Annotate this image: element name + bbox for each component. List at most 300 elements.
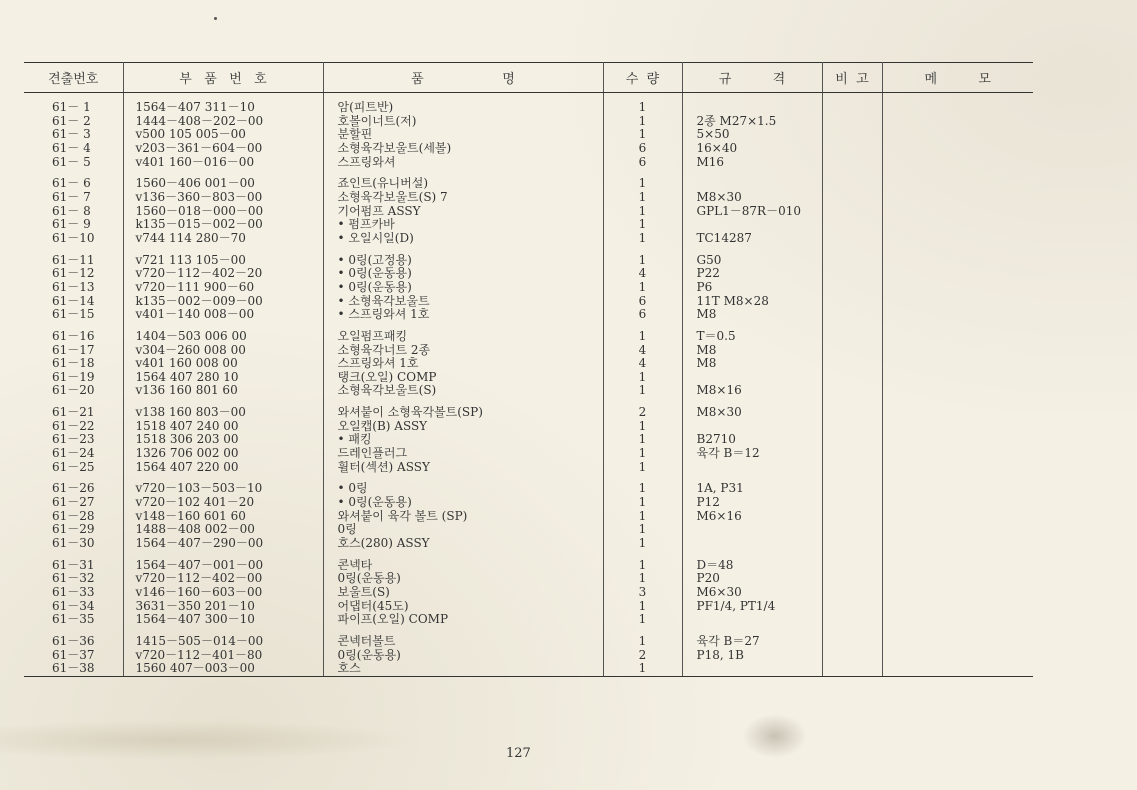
table-row (24, 371, 1033, 385)
remarks-cell (822, 482, 882, 496)
table-row (24, 308, 1033, 322)
spacer-cell (323, 551, 603, 559)
part-name-cell: • 0링 (323, 482, 603, 496)
spacer-cell (822, 474, 882, 482)
memo-cell (882, 232, 1033, 246)
group-spacer (24, 551, 1033, 559)
figure-no-cell: 61－14 (24, 295, 123, 309)
remarks-cell (822, 115, 882, 129)
quantity-cell: 1 (603, 177, 682, 191)
figure-no-cell: 61－17 (24, 344, 123, 358)
table-row (24, 128, 1033, 142)
spacer-cell (682, 322, 822, 330)
part-name-cell: 0링(운동용) (323, 572, 603, 586)
spec-cell: TC14287 (682, 232, 822, 246)
spec-cell: 육각 B＝12 (682, 447, 822, 461)
table-row (24, 649, 1033, 663)
spacer-cell (323, 246, 603, 254)
part-name-cell: 휠터(섹션) ASSY (323, 461, 603, 475)
table-row (24, 496, 1033, 510)
part-name-cell: 보울트(S) (323, 586, 603, 600)
spec-cell: 1A, P31 (682, 482, 822, 496)
remarks-cell (822, 572, 882, 586)
spec-cell: 2종 M27×1.5 (682, 115, 822, 129)
quantity-cell: 1 (603, 600, 682, 614)
figure-no-cell: 61－ 4 (24, 142, 123, 156)
table-row (24, 510, 1033, 524)
table-row (24, 572, 1033, 586)
spec-cell (682, 177, 822, 191)
figure-no-cell: 61－36 (24, 635, 123, 649)
remarks-cell (822, 496, 882, 510)
part-no-cell: 1326 706 002 00 (123, 447, 323, 461)
figure-no-cell: 61－30 (24, 537, 123, 551)
spec-cell (682, 101, 822, 115)
header-quantity: 수 량 (603, 63, 682, 93)
spacer-cell (603, 169, 682, 177)
header-part-name: 품 명 (323, 63, 603, 93)
group-spacer (24, 93, 1033, 102)
part-no-cell: v720－112－402－20 (123, 267, 323, 281)
memo-cell (882, 371, 1033, 385)
part-no-cell: 1560－406 001－00 (123, 177, 323, 191)
memo-cell (882, 191, 1033, 205)
spacer-cell (24, 627, 123, 635)
part-no-cell: v720－112－401－80 (123, 649, 323, 663)
memo-cell (882, 406, 1033, 420)
spacer-cell (882, 551, 1033, 559)
memo-cell (882, 482, 1033, 496)
group-spacer (24, 246, 1033, 254)
part-no-cell: v304－260 008 00 (123, 344, 323, 358)
part-name-cell: • 패킹 (323, 433, 603, 447)
spacer-cell (822, 627, 882, 635)
spacer-cell (882, 322, 1033, 330)
part-name-cell: • 0링(운동용) (323, 496, 603, 510)
remarks-cell (822, 537, 882, 551)
spec-cell (682, 613, 822, 627)
spacer-cell (882, 627, 1033, 635)
quantity-cell: 1 (603, 115, 682, 129)
memo-cell (882, 267, 1033, 281)
part-no-cell: 1415－505－014－00 (123, 635, 323, 649)
remarks-cell (822, 330, 882, 344)
remarks-cell (822, 357, 882, 371)
part-name-cell: • 오일시일(D) (323, 232, 603, 246)
part-name-cell: 0링 (323, 523, 603, 537)
quantity-cell: 1 (603, 572, 682, 586)
table-row (24, 537, 1033, 551)
table-row (24, 447, 1033, 461)
memo-cell (882, 128, 1033, 142)
figure-no-cell: 61－26 (24, 482, 123, 496)
part-name-cell: 소형육각보울트(세볼) (323, 142, 603, 156)
quantity-cell: 6 (603, 156, 682, 170)
part-name-cell: 소형육각보울트(S) (323, 384, 603, 398)
part-name-cell: 호볼이너트(저) (323, 115, 603, 129)
part-no-cell: 1564 407 280 10 (123, 371, 323, 385)
spacer-cell (603, 322, 682, 330)
table-row (24, 461, 1033, 475)
memo-cell (882, 572, 1033, 586)
table-row (24, 295, 1033, 309)
part-name-cell: 소형육각너트 2종 (323, 344, 603, 358)
quantity-cell: 1 (603, 537, 682, 551)
part-no-cell: 1564 407 220 00 (123, 461, 323, 475)
table-row (24, 420, 1033, 434)
figure-no-cell: 61－ 9 (24, 218, 123, 232)
remarks-cell (822, 635, 882, 649)
spacer-cell (822, 93, 882, 102)
spacer-cell (822, 551, 882, 559)
spacer-cell (682, 474, 822, 482)
parts-table (24, 62, 1033, 677)
part-name-cell: 어댑터(45도) (323, 600, 603, 614)
figure-no-cell: 61－24 (24, 447, 123, 461)
remarks-cell (822, 523, 882, 537)
quantity-cell: 1 (603, 523, 682, 537)
spec-cell: M8×30 (682, 406, 822, 420)
remarks-cell (822, 281, 882, 295)
part-name-cell: 콘넥터볼트 (323, 635, 603, 649)
part-no-cell: v720－102 401－20 (123, 496, 323, 510)
spec-cell (682, 537, 822, 551)
part-no-cell: k135－015－002－00 (123, 218, 323, 232)
table-row (24, 281, 1033, 295)
table-row (24, 205, 1033, 219)
part-name-cell: 0링(운동용) (323, 649, 603, 663)
quantity-cell: 1 (603, 433, 682, 447)
part-no-cell: v720－103－503－10 (123, 482, 323, 496)
spec-cell: 육각 B＝27 (682, 635, 822, 649)
memo-cell (882, 384, 1033, 398)
part-name-cell: 분할핀 (323, 128, 603, 142)
remarks-cell (822, 254, 882, 268)
quantity-cell: 2 (603, 406, 682, 420)
table-row (24, 662, 1033, 676)
remarks-cell (822, 433, 882, 447)
spacer-cell (24, 93, 123, 102)
memo-cell (882, 330, 1033, 344)
figure-no-cell: 61－10 (24, 232, 123, 246)
memo-cell (882, 156, 1033, 170)
figure-no-cell: 61－13 (24, 281, 123, 295)
spacer-cell (882, 169, 1033, 177)
quantity-cell: 1 (603, 384, 682, 398)
group-spacer (24, 627, 1033, 635)
memo-cell (882, 115, 1033, 129)
memo-cell (882, 600, 1033, 614)
remarks-cell (822, 344, 882, 358)
part-no-cell: 1560 407－003－00 (123, 662, 323, 676)
spacer-cell (603, 93, 682, 102)
part-name-cell: • 0링(고정용) (323, 254, 603, 268)
figure-no-cell: 61－15 (24, 308, 123, 322)
quantity-cell: 6 (603, 142, 682, 156)
spacer-cell (24, 551, 123, 559)
table-row (24, 267, 1033, 281)
remarks-cell (822, 559, 882, 573)
quantity-cell: 1 (603, 482, 682, 496)
spec-cell: D＝48 (682, 559, 822, 573)
spec-cell: 16×40 (682, 142, 822, 156)
spec-cell: PF1/4, PT1/4 (682, 600, 822, 614)
part-no-cell: v136 160 801 60 (123, 384, 323, 398)
spec-cell: M6×16 (682, 510, 822, 524)
table-row (24, 344, 1033, 358)
table-row (24, 177, 1033, 191)
memo-cell (882, 559, 1033, 573)
spec-cell: M8 (682, 344, 822, 358)
spacer-cell (24, 398, 123, 406)
part-no-cell: 1518 407 240 00 (123, 420, 323, 434)
memo-cell (882, 510, 1033, 524)
remarks-cell (822, 218, 882, 232)
table-header-row (24, 63, 1033, 93)
memo-cell (882, 496, 1033, 510)
part-no-cell: 1564－407 311－10 (123, 101, 323, 115)
memo-cell (882, 613, 1033, 627)
part-no-cell: v148－160 601 60 (123, 510, 323, 524)
remarks-cell (822, 128, 882, 142)
figure-no-cell: 61－37 (24, 649, 123, 663)
table-row (24, 191, 1033, 205)
remarks-cell (822, 420, 882, 434)
remarks-cell (822, 295, 882, 309)
remarks-cell (822, 177, 882, 191)
quantity-cell: 1 (603, 447, 682, 461)
part-no-cell: v203－361－604－00 (123, 142, 323, 156)
quantity-cell: 6 (603, 295, 682, 309)
quantity-cell: 1 (603, 218, 682, 232)
figure-no-cell: 61－ 5 (24, 156, 123, 170)
quantity-cell: 4 (603, 344, 682, 358)
spacer-cell (603, 398, 682, 406)
header-memo: 메 모 (882, 63, 1033, 93)
spec-cell: M8 (682, 357, 822, 371)
spacer-cell (682, 551, 822, 559)
remarks-cell (822, 371, 882, 385)
table-row (24, 142, 1033, 156)
spacer-cell (24, 169, 123, 177)
quantity-cell: 1 (603, 662, 682, 676)
table-row (24, 384, 1033, 398)
remarks-cell (822, 384, 882, 398)
spacer-cell (323, 93, 603, 102)
memo-cell (882, 254, 1033, 268)
part-name-cell: • 스프링와셔 1호 (323, 308, 603, 322)
group-spacer (24, 474, 1033, 482)
remarks-cell (822, 406, 882, 420)
spacer-cell (323, 169, 603, 177)
remarks-cell (822, 267, 882, 281)
figure-no-cell: 61－ 1 (24, 101, 123, 115)
quantity-cell: 4 (603, 267, 682, 281)
spacer-cell (882, 246, 1033, 254)
quantity-cell: 1 (603, 510, 682, 524)
quantity-cell: 1 (603, 559, 682, 573)
quantity-cell: 4 (603, 357, 682, 371)
spacer-cell (123, 398, 323, 406)
spacer-cell (123, 627, 323, 635)
part-no-cell: 1488－408 002－00 (123, 523, 323, 537)
part-name-cell: 소형육각보울트(S) 7 (323, 191, 603, 205)
memo-cell (882, 433, 1033, 447)
spec-cell: M8×30 (682, 191, 822, 205)
memo-cell (882, 523, 1033, 537)
part-name-cell: • 0링(운동용) (323, 281, 603, 295)
page-number: 127 (506, 746, 531, 761)
table-row (24, 101, 1033, 115)
scan-speck (214, 17, 217, 20)
spacer-cell (603, 551, 682, 559)
figure-no-cell: 61－ 7 (24, 191, 123, 205)
table-row (24, 218, 1033, 232)
table-row (24, 613, 1033, 627)
figure-no-cell: 61－20 (24, 384, 123, 398)
spacer-cell (123, 474, 323, 482)
spacer-cell (682, 169, 822, 177)
part-name-cell: 스프링와셔 1호 (323, 357, 603, 371)
spacer-cell (682, 93, 822, 102)
header-spec: 규 격 (682, 63, 822, 93)
spacer-cell (603, 474, 682, 482)
memo-cell (882, 281, 1033, 295)
header-part-no: 부 품 번 호 (123, 63, 323, 93)
part-no-cell: 3631－350 201－10 (123, 600, 323, 614)
spec-cell: 11T M8×28 (682, 295, 822, 309)
figure-no-cell: 61－ 2 (24, 115, 123, 129)
memo-cell (882, 357, 1033, 371)
spacer-cell (603, 246, 682, 254)
spec-cell: M6×30 (682, 586, 822, 600)
spec-cell: P22 (682, 267, 822, 281)
table-row (24, 600, 1033, 614)
part-name-cell: 스프링와셔 (323, 156, 603, 170)
part-no-cell: v500 105 005－00 (123, 128, 323, 142)
group-spacer (24, 398, 1033, 406)
memo-cell (882, 537, 1033, 551)
spacer-cell (682, 246, 822, 254)
part-no-cell: v720－111 900－60 (123, 281, 323, 295)
spec-cell: G50 (682, 254, 822, 268)
memo-cell (882, 205, 1033, 219)
table-row (24, 357, 1033, 371)
quantity-cell: 1 (603, 496, 682, 510)
spec-cell: M8×16 (682, 384, 822, 398)
quantity-cell: 1 (603, 191, 682, 205)
spacer-cell (323, 398, 603, 406)
memo-cell (882, 218, 1033, 232)
quantity-cell: 1 (603, 254, 682, 268)
remarks-cell (822, 662, 882, 676)
spacer-cell (123, 551, 323, 559)
part-no-cell: v138 160 803－00 (123, 406, 323, 420)
scan-smudge (740, 712, 810, 760)
quantity-cell: 1 (603, 461, 682, 475)
part-name-cell: 콘넥타 (323, 559, 603, 573)
figure-no-cell: 61－31 (24, 559, 123, 573)
spec-cell (682, 218, 822, 232)
remarks-cell (822, 586, 882, 600)
memo-cell (882, 308, 1033, 322)
part-no-cell: 1404－503 006 00 (123, 330, 323, 344)
memo-cell (882, 586, 1033, 600)
remarks-cell (822, 461, 882, 475)
figure-no-cell: 61－33 (24, 586, 123, 600)
figure-no-cell: 61－34 (24, 600, 123, 614)
spec-cell: M16 (682, 156, 822, 170)
spacer-cell (882, 398, 1033, 406)
remarks-cell (822, 205, 882, 219)
part-name-cell: • 0링(운동용) (323, 267, 603, 281)
spacer-cell (882, 93, 1033, 102)
part-name-cell: 오일캡(B) ASSY (323, 420, 603, 434)
table-row (24, 559, 1033, 573)
memo-cell (882, 295, 1033, 309)
spec-cell (682, 420, 822, 434)
spacer-cell (123, 93, 323, 102)
quantity-cell: 1 (603, 128, 682, 142)
spacer-cell (822, 322, 882, 330)
table-row (24, 635, 1033, 649)
part-no-cell: v146－160－603－00 (123, 586, 323, 600)
spacer-cell (603, 627, 682, 635)
part-name-cell: 오일펌프패킹 (323, 330, 603, 344)
remarks-cell (822, 308, 882, 322)
figure-no-cell: 61－32 (24, 572, 123, 586)
quantity-cell: 6 (603, 308, 682, 322)
part-no-cell: 1560－018－000－00 (123, 205, 323, 219)
figure-no-cell: 61－16 (24, 330, 123, 344)
memo-cell (882, 344, 1033, 358)
figure-no-cell: 61－29 (24, 523, 123, 537)
quantity-cell: 1 (603, 281, 682, 295)
spec-cell: P20 (682, 572, 822, 586)
part-name-cell: 탱크(오일) COMP (323, 371, 603, 385)
quantity-cell: 1 (603, 635, 682, 649)
spacer-cell (24, 474, 123, 482)
memo-cell (882, 420, 1033, 434)
spec-cell: P12 (682, 496, 822, 510)
part-no-cell: v401 160 008 00 (123, 357, 323, 371)
spacer-cell (822, 398, 882, 406)
part-name-cell: • 펌프카바 (323, 218, 603, 232)
remarks-cell (822, 156, 882, 170)
remarks-cell (822, 613, 882, 627)
quantity-cell: 1 (603, 330, 682, 344)
memo-cell (882, 649, 1033, 663)
spec-cell (682, 662, 822, 676)
quantity-cell: 3 (603, 586, 682, 600)
spacer-cell (682, 627, 822, 635)
memo-cell (882, 635, 1033, 649)
quantity-cell: 2 (603, 649, 682, 663)
spec-cell (682, 371, 822, 385)
part-name-cell: 죠인트(유니버설) (323, 177, 603, 191)
part-no-cell: 1518 306 203 00 (123, 433, 323, 447)
spacer-cell (123, 246, 323, 254)
part-name-cell: 와셔붙이 소형육각볼트(SP) (323, 406, 603, 420)
remarks-cell (822, 510, 882, 524)
spec-cell: B2710 (682, 433, 822, 447)
figure-no-cell: 61－18 (24, 357, 123, 371)
memo-cell (882, 461, 1033, 475)
figure-no-cell: 61－35 (24, 613, 123, 627)
group-spacer (24, 322, 1033, 330)
header-figure-no: 견출번호 (24, 63, 123, 93)
table-row (24, 523, 1033, 537)
